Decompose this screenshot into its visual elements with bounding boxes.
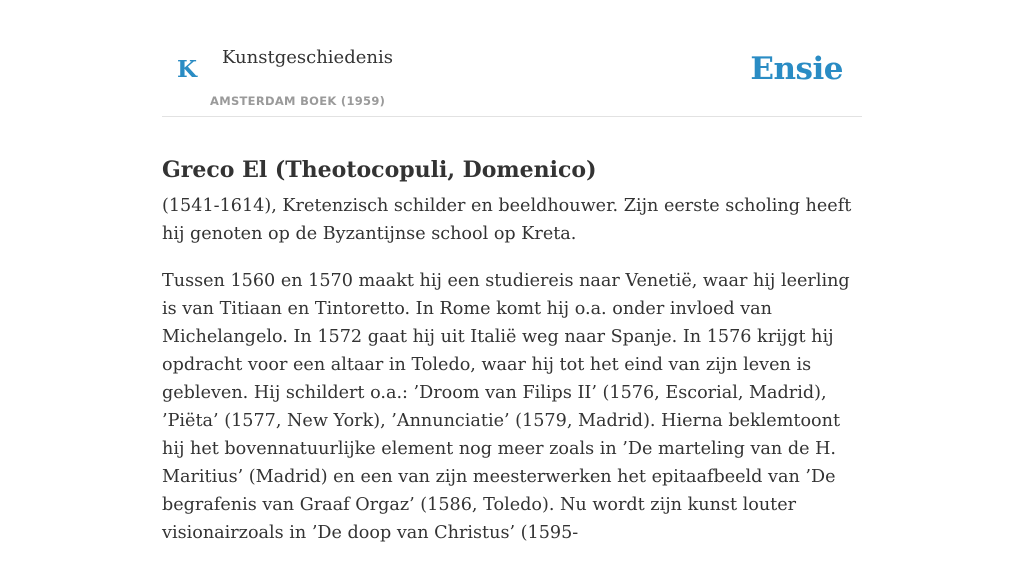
brand-logo[interactable]: Ensie [750,51,843,87]
article-body [162,192,862,566]
article-paragraph: Tussen 1560 en 1570 maakt hij een studiereis naar Venetië, waar hij leerling is van Titiaan en Tintoretto. In Rome komt hij o.a. onder invloed van Michelangelo. In 1572 gaat hij uit Italië weg naar Spanje. In 1576 krijgt hij opdracht voor een altaar in Toledo, waar hij tot het eind van zijn leven is gebleven. Hij schildert o.a.: ’Droom van Filips II’ (1576, Escorial, Madrid), ’Piëta’ (1577, New York), ’Annunciatie’ (1579, Madrid). Hierna beklemtoont hij het bovennatuurlijke element nog meer zoals in ’De marteling van de H. Maritius’ (Madrid) en een van zijn meesterwerken het epitaafbeeld van ’De begrafenis van Graaf Orgaz’ (1586, Toledo). Nu wordt zijn kunst louter visionairzoals in ’De doop van Christus’ (1595- [162,271,850,543]
page-title: Greco El (Theotocopuli, Domenico) [162,156,597,183]
page [162,0,862,543]
article-paragraph: (1541-1614), Kretenzisch schilder en beeldhouwer. Zijn eerste scholing heeft hij genoten op de Byzantijnse school op Kreta. [162,196,852,244]
category-link[interactable]: Kunstgeschiedenis [222,47,393,68]
category-logo-icon[interactable]: K [177,56,197,83]
source-link[interactable]: AMSTERDAM BOEK (1959) [210,94,386,108]
header [162,0,862,117]
